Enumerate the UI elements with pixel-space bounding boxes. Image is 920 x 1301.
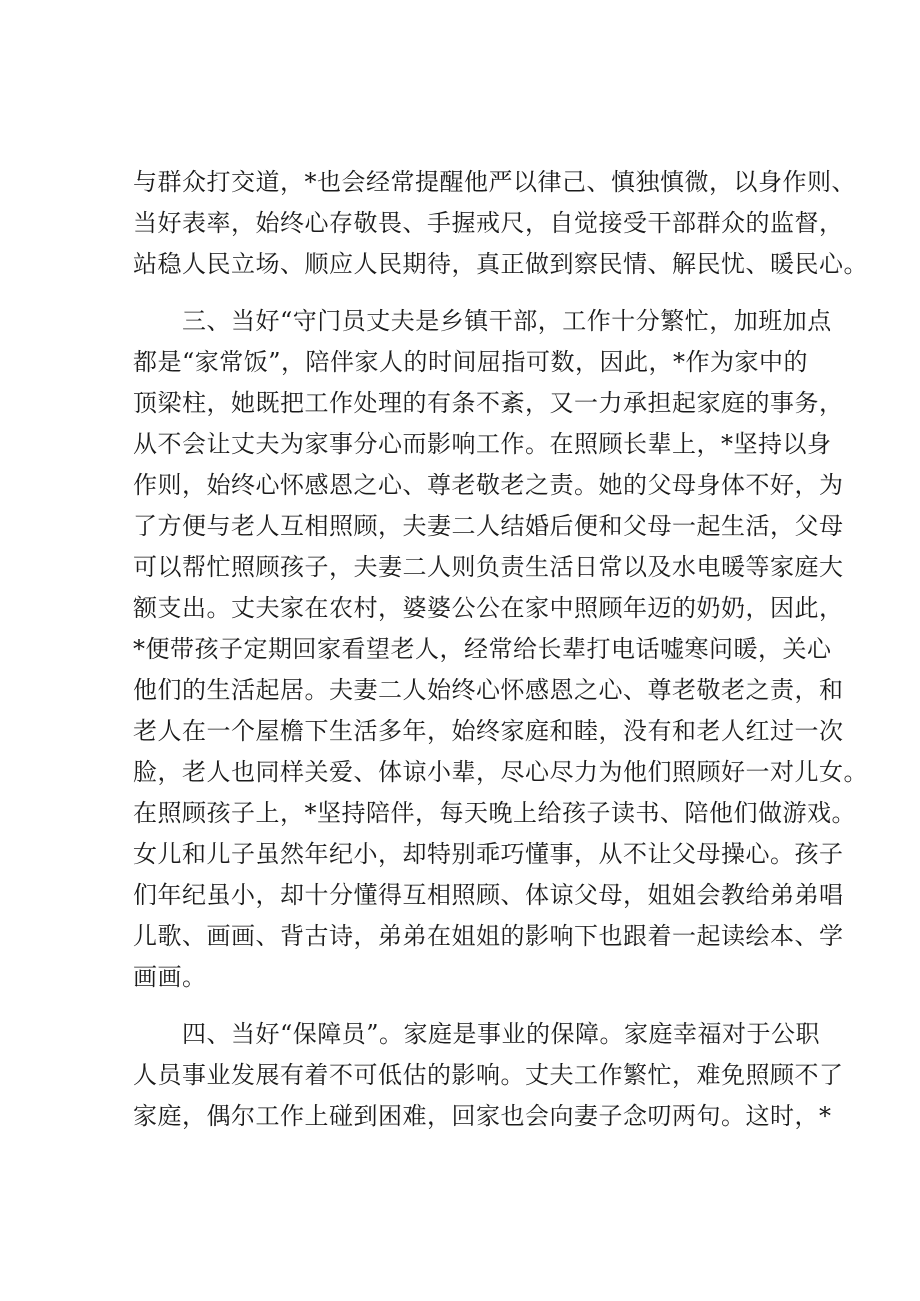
- text-line: [133, 301, 832, 342]
- line-text: 从不会让丈夫为家事分心而影响工作。在照顾长辈上，*坚持以身: [133, 430, 832, 458]
- text-line: [133, 670, 844, 711]
- text-line: [133, 342, 809, 383]
- line-text: 了方便与老人互相照顾，夫妻二人结婚后便和父母一起生活，父母: [133, 512, 844, 540]
- line-text: 都是“家常饭”，陪伴家人的时间屈指可数，因此，*作为家中的: [133, 348, 809, 376]
- text-line: [133, 588, 844, 629]
- text-line: [133, 916, 844, 957]
- line-text: 作则，始终心怀感恩之心、尊老敬老之责。她的父母身体不好，为: [133, 471, 844, 499]
- line-text: 三、当好“守门员丈夫是乡镇干部，工作十分繁忙，加班加点: [133, 307, 832, 335]
- text-line: [133, 1096, 832, 1137]
- line-text: 女儿和儿子虽然年纪小，却特别乖巧懂事，从不让父母操心。孩子: [133, 840, 844, 868]
- text-line: [133, 711, 844, 752]
- text-line: [133, 793, 856, 834]
- line-text: 老人在一个屋檐下生活多年，始终家庭和睦，没有和老人红过一次: [133, 717, 844, 745]
- line-text: 可以帮忙照顾孩子，夫妻二人则负责生活日常以及水电暖等家庭大: [133, 553, 844, 581]
- line-text: 儿歌、画画、背古诗，弟弟在姐姐的影响下也跟着一起读绘本、学: [133, 922, 844, 950]
- text-line: [133, 465, 844, 506]
- line-text: 四、当好“保障员”。家庭是事业的保障。家庭幸福对于公职: [133, 1020, 821, 1048]
- text-line: [133, 383, 844, 424]
- line-text: 顶梁柱，她既把工作处理的有条不紊，又一力承担起家庭的事务，: [133, 389, 844, 417]
- text-line: [133, 1014, 821, 1055]
- text-line: [133, 875, 844, 916]
- line-text: 人员事业发展有着不可低估的影响。丈夫工作繁忙，难免照顾不了: [133, 1061, 844, 1089]
- line-text: 当好表率，始终心存敬畏、手握戒尺，自觉接受干部群众的监督，: [133, 209, 844, 237]
- line-text: 与群众打交道，*也会经常提醒他严以律己、慎独慎微，以身作则、: [133, 168, 856, 196]
- line-text: 家庭，偶尔工作上碰到困难，回家也会向妻子念叨两句。这时，*: [133, 1102, 832, 1130]
- line-text: 画画。: [133, 963, 207, 991]
- text-line: [133, 244, 868, 285]
- text-line: [133, 547, 844, 588]
- text-line: [133, 629, 832, 670]
- line-text: 站稳人民立场、顺应人民期待，真正做到察民情、解民忧、暖民心。: [133, 250, 868, 278]
- text-line: [133, 752, 868, 793]
- line-text: 额支出。丈夫家在农村，婆婆公公在家中照顾年迈的奶奶，因此，: [133, 594, 844, 622]
- line-text: 在照顾孩子上，*坚持陪伴，每天晚上给孩子读书、陪他们做游戏。: [133, 799, 856, 827]
- line-text: 们年纪虽小，却十分懂得互相照顾、体谅父母，姐姐会教给弟弟唱: [133, 881, 844, 909]
- text-line: [133, 834, 844, 875]
- line-text: 他们的生活起居。夫妻二人始终心怀感恩之心、尊老敬老之责，和: [133, 676, 844, 704]
- text-line: [133, 162, 856, 203]
- line-text: *便带孩子定期回家看望老人，经常给长辈打电话嘘寒问暖，关心: [133, 635, 832, 663]
- text-line: [133, 424, 832, 465]
- text-line: [133, 957, 805, 998]
- text-line: [133, 1055, 844, 1096]
- line-text: 脸，老人也同样关爱、体谅小辈，尽心尽力为他们照顾好一对儿女。: [133, 758, 868, 786]
- text-line: [133, 506, 844, 547]
- body-text: [133, 162, 868, 1137]
- text-line: [133, 203, 844, 244]
